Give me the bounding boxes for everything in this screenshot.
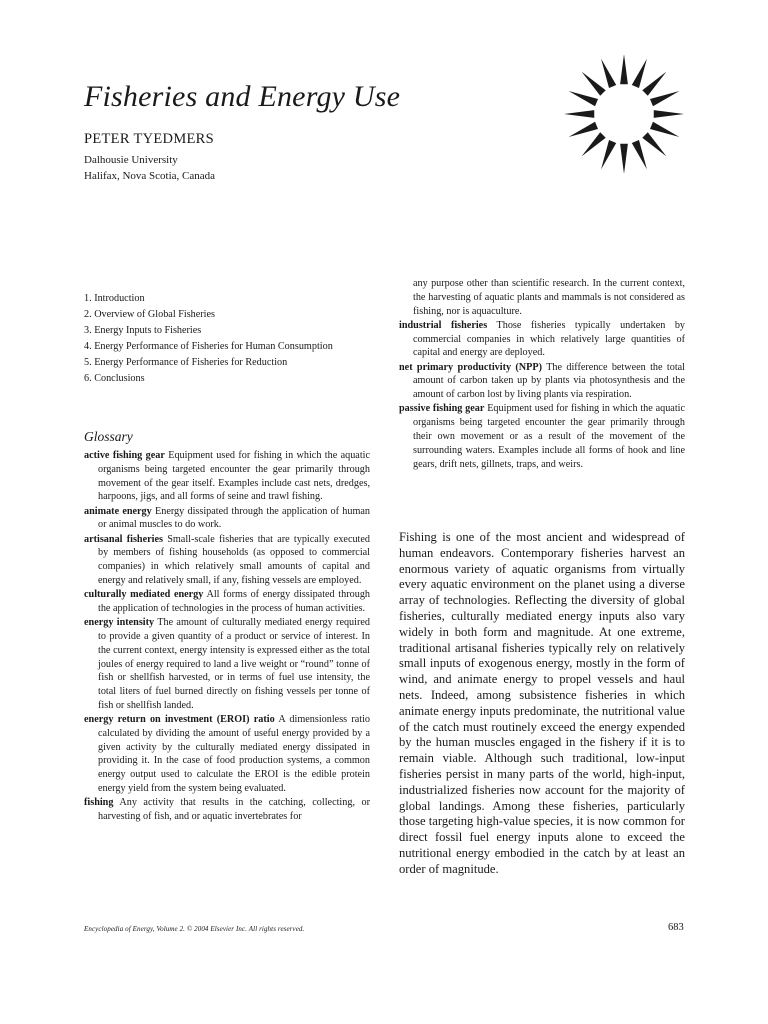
glossary-term: net primary productivity (NPP) (399, 361, 543, 373)
sun-ray-icon (601, 140, 616, 169)
sun-ray-icon (601, 59, 616, 88)
sun-ray-icon (620, 55, 628, 84)
glossary-definition: Energy dissipated through the application of human or animal muscles to do work. (98, 505, 371, 531)
glossary-left-column (84, 449, 370, 824)
toc-item[interactable]: 4. Energy Performance of Fisheries for Human Consumption (84, 341, 333, 352)
sun-ray-icon (650, 122, 679, 137)
toc-item[interactable]: 1. Introduction (84, 293, 145, 304)
glossary-entry (84, 505, 370, 533)
glossary-heading: Glossary (84, 429, 133, 444)
sun-ray-icon (564, 110, 594, 118)
sun-burst-icon (560, 55, 688, 173)
glossary-entry (84, 588, 370, 616)
affiliation (84, 152, 215, 184)
affiliation-institution: Dalhousie University (84, 154, 178, 166)
toc-item[interactable]: 6. Conclusions (84, 373, 145, 384)
toc-item[interactable]: 2. Overview of Global Fisheries (84, 309, 215, 320)
glossary-term: culturally mediated energy (84, 589, 204, 601)
glossary-term: fishing (84, 797, 114, 809)
sun-ray-icon (620, 144, 628, 173)
glossary-definition: The amount of culturally mediated energy required to provide a given quantity of a product or service of interest. In the current context, energy intensity is expressed either as the total joules of energy required to land a live weight or “round” tonne of fish or shellfish harvested, or in terms of fuel use intensity, the total liters of fuel burned directly on fishing vessels per tonne of fish or shellfish landed. (98, 617, 370, 711)
glossary-entry (399, 319, 685, 360)
glossary-definition: A dimensionless ratio calculated by dividing the amount of useful energy provided by a given activity by the culturally mediated energy dissipated in providing it. In the case of food production systems, a common energy output used to calculate the EROI is the edible protein energy yield from the system being evaluated. (98, 714, 371, 795)
sun-ray-icon (569, 122, 598, 137)
glossary-definition: The difference between the total amount of carbon taken up by plants via photosynthesis and the amount of carbon lost by living plants via respiration. (413, 361, 685, 401)
page-number: 683 (668, 922, 684, 933)
footer-citation: Encyclopedia of Energy, Volume 2. © 2004 Elsevier Inc. All rights reserved. (84, 925, 305, 933)
glossary-entry (84, 713, 370, 796)
glossary-definition: Small-scale fisheries that are typically executed by members of fishing households (as opposed to commercial companies) in which relatively small amounts of capital and energy and relatively small, if any, fishing vessels are employed. (98, 533, 371, 586)
toc-item[interactable]: 3. Energy Inputs to Fisheries (84, 325, 202, 336)
glossary-entry (84, 449, 370, 504)
glossary-term: active fishing gear (84, 450, 165, 461)
sun-ray-icon (642, 72, 666, 96)
intro-paragraph: Fishing is one of the most ancient and widespread of human endeavors. Contemporary fisheries harvest an enormous variety of aquatic organisms from virtually every aquatic environment on the planet using a diverse array of technologies. Reflecting the diversity of global fisheries, culturally mediated energy inputs also vary widely in both form and magnitude. At one extreme, traditional artisanal fisheries typically rely on relatively small inputs of exogenous energy, mostly in the form of wind, and animate energy to propel vessels and haul nets. Indeed, among subsistence fisheries in which animate energy inputs predominate, the nutritional value of the catch must routinely exceed the energy expended by the human muscles engaged in the fishery if it is to remain viable. Although such traditional, low-input fisheries persist in many parts of the world, high-input, industrialized fisheries now account for the majority of global landings. Among these fisheries, particularly those targeting high-value species, it is now common for direct fossil fuel energy inputs alone to exceed the nutritional energy embodied in the catch by at least an order of magnitude. (399, 530, 685, 876)
author-name: PETER TYEDMERS (84, 131, 215, 147)
sun-ray-icon (654, 110, 684, 118)
glossary-definition: Equipment used for fishing in which the aquatic organisms being targeted encounter the gear primarily through movement of the gear itself. Examples include cast nets, dredges, harpoons, jigs, and all forms of seine and trawl fishing. (98, 450, 370, 503)
toc-item[interactable]: 5. Energy Performance of Fisheries for Reduction (84, 357, 288, 368)
glossary-definition: Equipment used for fishing in which the aquatic organisms being targeted encounter the gear primarily through their own movement or as a result of the movement of the surrounding waters. Examples include all forms of hook and line gears, drift nets, gillnets, traps, and weirs. (413, 403, 685, 470)
sun-ray-icon (642, 132, 666, 156)
glossary-term: artisanal fisheries (84, 533, 163, 545)
sun-ray-icon (582, 72, 606, 96)
glossary-term: passive fishing gear (399, 403, 485, 415)
glossary-entry (399, 402, 685, 471)
sun-ray-icon (632, 59, 647, 88)
glossary-term: industrial fisheries (399, 319, 488, 331)
glossary-term: energy intensity (84, 617, 155, 629)
glossary-entry (84, 616, 370, 713)
glossary-definition: Those fisheries typically undertaken by commercial companies in which relatively large quantities of capital and energy are deployed. (413, 319, 686, 359)
glossary-definition: All forms of energy dissipated through the application of technologies in the process of human activities. (98, 589, 371, 614)
glossary-term: animate energy (84, 505, 152, 517)
article-title: Fisheries and Energy Use (84, 80, 401, 113)
affiliation-location: Halifax, Nova Scotia, Canada (84, 170, 216, 182)
glossary-entry (84, 533, 370, 588)
glossary-right-column (399, 277, 685, 472)
glossary-term: energy return on investment (EROI) ratio (84, 714, 275, 726)
glossary-continuation: any purpose other than scientific research. In the current context, the harvesting of aquatic plants and mammals is not considered as fishing, nor is aquaculture. (413, 278, 685, 317)
glossary-entry (399, 361, 685, 402)
table-of-contents (84, 291, 384, 387)
sun-ray-icon (650, 91, 679, 106)
sun-ray-icon (582, 132, 606, 156)
glossary-entry (84, 796, 370, 824)
glossary-definition: Any activity that results in the catching, collecting, or harvesting of fish, and or aquatic invertebrates for (98, 797, 370, 823)
sun-ray-icon (569, 91, 598, 106)
sun-ray-icon (632, 140, 647, 169)
